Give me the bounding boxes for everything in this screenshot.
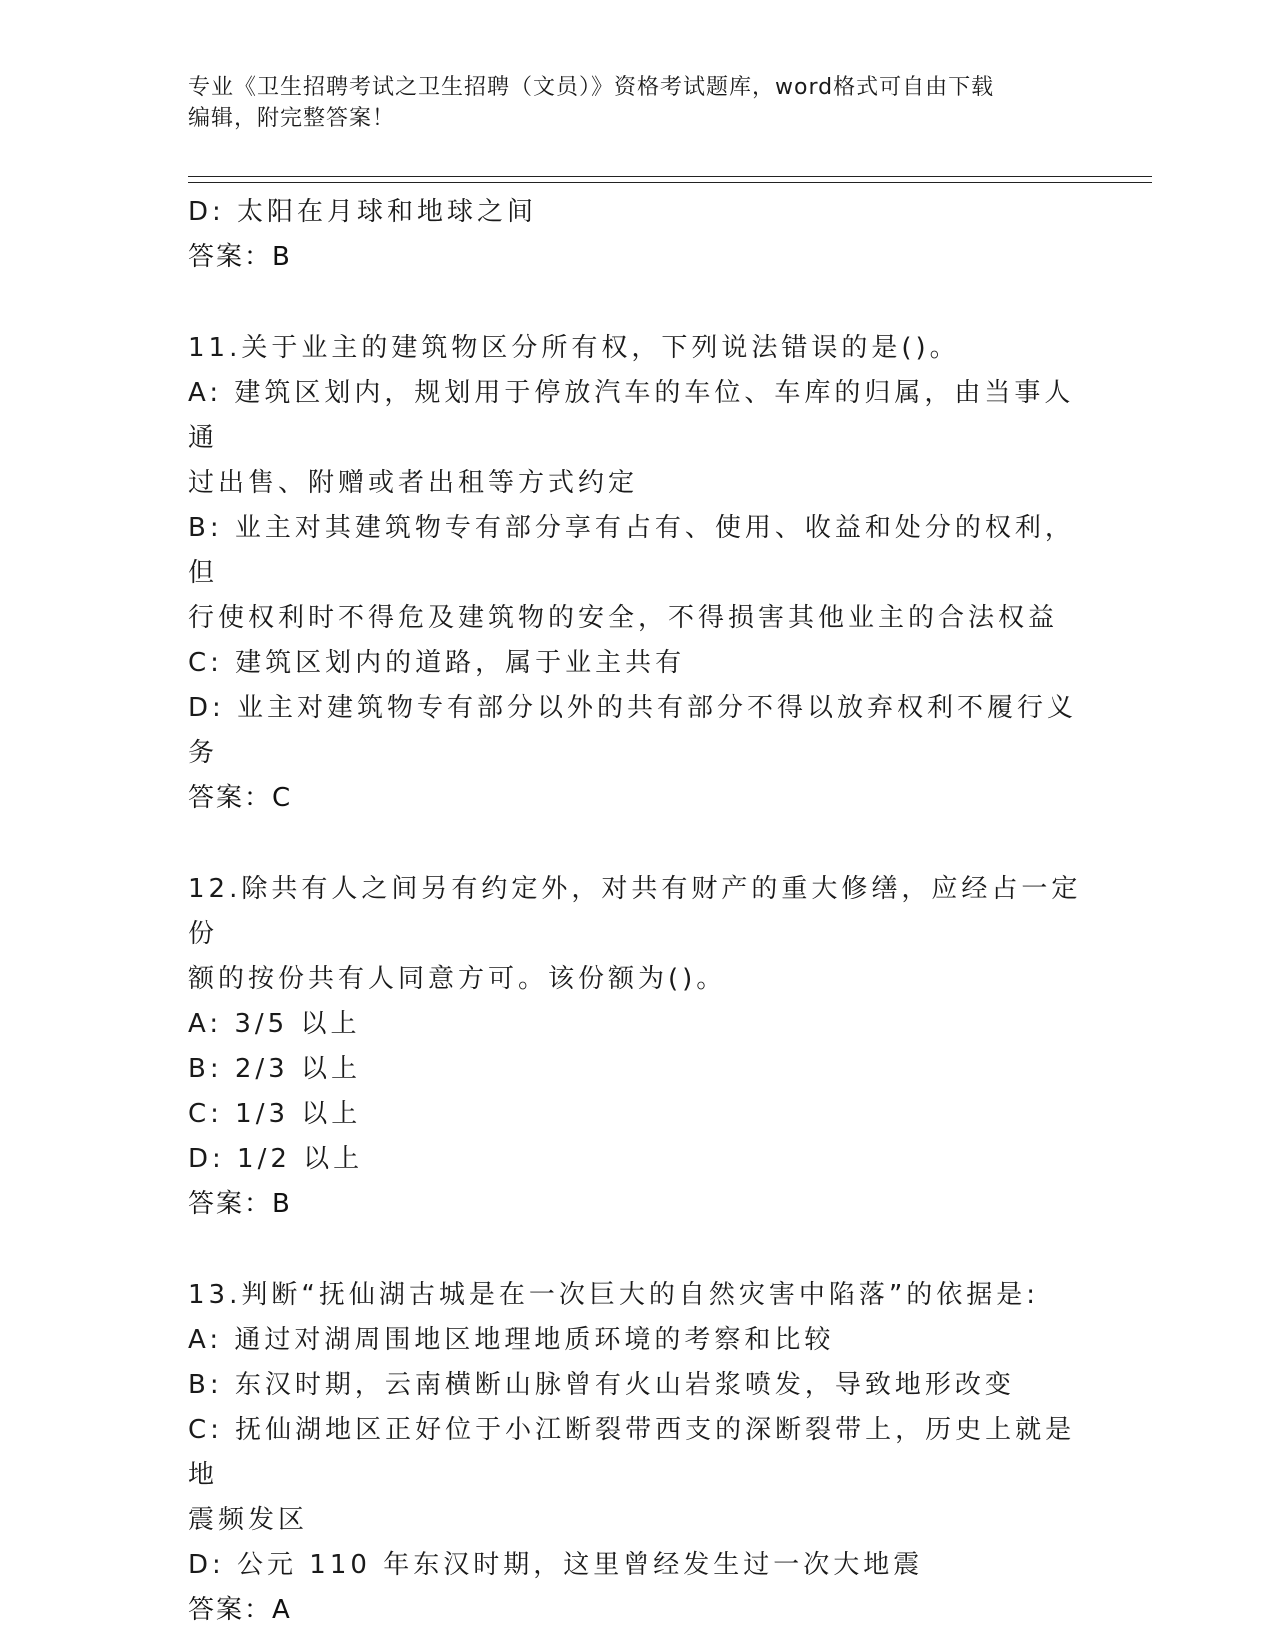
q12-option-c: C: 1/3 以上 bbox=[188, 1099, 362, 1129]
q12-answer: 答案：B bbox=[188, 1189, 292, 1219]
q10-option-d: D: 太阳在月球和地球之间 bbox=[188, 197, 538, 227]
spacer bbox=[188, 1227, 1088, 1273]
header-divider-top bbox=[188, 176, 1152, 177]
q13-option-d: D: 公元 110 年东汉时期，这里曾经发生过一次大地震 bbox=[188, 1550, 924, 1580]
q12-option-a: A: 3/5 以上 bbox=[188, 1009, 361, 1039]
spacer bbox=[188, 821, 1088, 867]
header-divider-bottom bbox=[188, 182, 1152, 183]
question-11 bbox=[188, 326, 1088, 821]
q11-option-a-line-2: 过出售、附赠或者出租等方式约定 bbox=[188, 468, 639, 498]
q13-option-b: B: 东汉时期，云南横断山脉曾有火山岩浆喷发，导致地形改变 bbox=[188, 1370, 1015, 1400]
q12-stem-line-2: 额的按份共有人同意方可。该份额为()。 bbox=[188, 964, 727, 994]
q11-option-b-line-1: B: 业主对其建筑物专有部分享有占有、使用、收益和处分的权利，但 bbox=[188, 513, 1075, 588]
q13-option-a: A: 通过对湖周围地区地理地质环境的考察和比较 bbox=[188, 1325, 835, 1355]
question-13 bbox=[188, 1273, 1088, 1633]
q11-answer: 答案：C bbox=[188, 783, 293, 813]
q13-answer: 答案：A bbox=[188, 1595, 292, 1625]
q11-stem: 11.关于业主的建筑物区分所有权，下列说法错误的是()。 bbox=[188, 333, 960, 363]
spacer bbox=[188, 280, 1088, 326]
q13-stem: 13.判断“抚仙湖古城是在一次巨大的自然灾害中陷落”的依据是: bbox=[188, 1280, 1040, 1310]
question-12 bbox=[188, 867, 1088, 1227]
q13-option-c-line-2: 震频发区 bbox=[188, 1505, 309, 1535]
document-header bbox=[188, 72, 1088, 134]
header-line-2: 编辑，附完整答案！ bbox=[188, 106, 396, 131]
question-10-tail bbox=[188, 190, 1088, 280]
header-line-1: 专业《卫生招聘考试之卫生招聘（文员）》资格考试题库，word格式可自由下载 bbox=[188, 75, 995, 100]
q11-option-c: C: 建筑区划内的道路，属于业主共有 bbox=[188, 648, 686, 678]
q11-option-a-line-1: A: 建筑区划内，规划用于停放汽车的车位、车库的归属，由当事人通 bbox=[188, 378, 1075, 453]
q11-option-b-line-2: 行使权利时不得危及建筑物的安全，不得损害其他业主的合法权益 bbox=[188, 603, 1059, 633]
question-content bbox=[188, 190, 1088, 1633]
q11-option-d: D: 业主对建筑物专有部分以外的共有部分不得以放弃权利不履行义务 bbox=[188, 693, 1078, 768]
q12-option-d: D: 1/2 以上 bbox=[188, 1144, 364, 1174]
q10-answer: 答案：B bbox=[188, 242, 292, 272]
q12-option-b: B: 2/3 以上 bbox=[188, 1054, 361, 1084]
q12-stem-line-1: 12.除共有人之间另有约定外，对共有财产的重大修缮，应经占一定份 bbox=[188, 874, 1082, 949]
q13-option-c-line-1: C: 抚仙湖地区正好位于小江断裂带西支的深断裂带上，历史上就是地 bbox=[188, 1415, 1076, 1490]
